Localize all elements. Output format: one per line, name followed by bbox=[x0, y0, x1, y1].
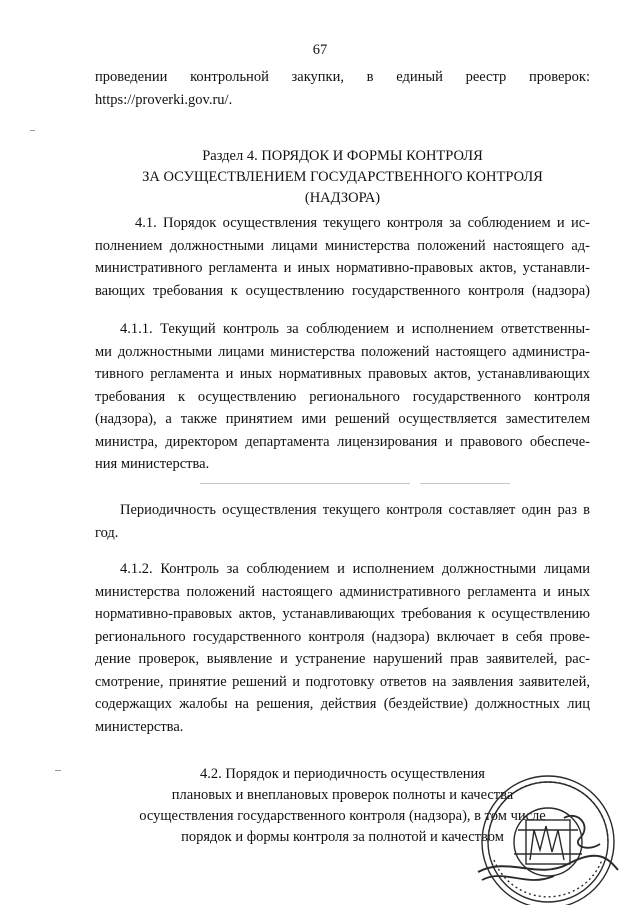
paragraph-line: требования к осуществлению регионального государственного контроля bbox=[95, 388, 590, 405]
subsection-4-1-line: 4.1. Порядок осуществления текущего контроля за соблюдением и ис- bbox=[135, 215, 590, 231]
paragraph-line: ния министерства. bbox=[95, 456, 210, 472]
scan-speck bbox=[420, 483, 510, 484]
paragraph-line: Периодичность осуществления текущего контроля составляет один раз в bbox=[120, 502, 590, 518]
paragraph-line: 4.1.1. Текущий контроль за соблюдением и исполнением ответственны- bbox=[120, 321, 590, 337]
subsection-4-1-line: вающих требования к осуществлению государственного контроля (надзора) bbox=[95, 282, 590, 299]
paragraph-4-1-2 bbox=[95, 558, 590, 738]
section-heading bbox=[95, 146, 590, 209]
paragraph-line: содержащих жалобы на решения, действия (бездействие) должностных лиц bbox=[95, 696, 590, 712]
paragraph-line: (надзора), а также принятием ими решений осуществляется заместителем bbox=[95, 411, 590, 427]
paragraph-line: тивного регламента и иных нормативных правовых актов, устанавливающих bbox=[95, 366, 590, 382]
intro-paragraph bbox=[95, 66, 590, 111]
paragraph-line: министерства. bbox=[95, 718, 184, 735]
official-seal bbox=[468, 760, 620, 905]
paragraph-line: ми должностными лицами министерства положений настоящего администра- bbox=[95, 343, 590, 360]
page-number: 67 bbox=[312, 42, 328, 58]
paragraph-line: министра, директором департамента лицензирования и правового обеспече- bbox=[95, 433, 590, 450]
paragraph-line: 4.1.2. Контроль за соблюдением и исполнением должностными лицами bbox=[120, 561, 590, 577]
paragraph-line: министерства положений настоящего административного регламента и иных bbox=[95, 583, 590, 600]
subsection-4-1-line: полнением должностными лицами министерства положений настоящего ад- bbox=[95, 237, 590, 254]
subsection-4-2-line: 4.2. Порядок и периодичность осуществления bbox=[200, 766, 485, 782]
section-heading-line: ЗА ОСУЩЕСТВЛЕНИЕМ ГОСУДАРСТВЕННОГО КОНТРОЛЯ bbox=[142, 169, 543, 185]
section-heading-line: Раздел 4. ПОРЯДОК И ФОРМЫ КОНТРОЛЯ bbox=[202, 148, 483, 164]
intro-line: https://proverki.gov.ru/. bbox=[95, 91, 233, 108]
section-heading-line: (НАДЗОРА) bbox=[304, 190, 381, 206]
seal-icon bbox=[468, 760, 620, 905]
subsection-4-2-line: плановых и внеплановых проверок полноты и качества bbox=[171, 787, 514, 803]
subsection-4-2-line: порядок и формы контроля за полнотой и качеством bbox=[181, 829, 504, 845]
subsection-4-2-line: осуществления государственного контроля (надзора), в том числе bbox=[139, 808, 546, 824]
scan-speck bbox=[200, 483, 410, 484]
paragraph-line: год. bbox=[95, 524, 119, 541]
intro-line: проведении контрольной закупки, в единый реестр проверок: bbox=[95, 69, 590, 85]
paragraph-line: нормативно-правовых актов, устанавливающих требования к осуществлению bbox=[95, 606, 590, 622]
subsection-4-1 bbox=[95, 212, 590, 302]
scan-speck bbox=[55, 770, 61, 771]
subsection-4-1-line: министративного регламента и иных нормативно-правовых актов, устанавли- bbox=[95, 260, 590, 276]
paragraph-line: дение проверок, выявление и устранение нарушений прав заявителей, рас- bbox=[95, 651, 590, 667]
paragraph-periodicity bbox=[95, 499, 590, 544]
paragraph-line: смотрение, принятие решений и подготовку ответов на заявления заявителей, bbox=[95, 673, 590, 690]
paragraph-4-1-1 bbox=[95, 318, 590, 476]
scan-speck bbox=[30, 130, 35, 131]
paragraph-line: регионального государственного контроля (надзора) включает в себя прове- bbox=[95, 628, 590, 645]
